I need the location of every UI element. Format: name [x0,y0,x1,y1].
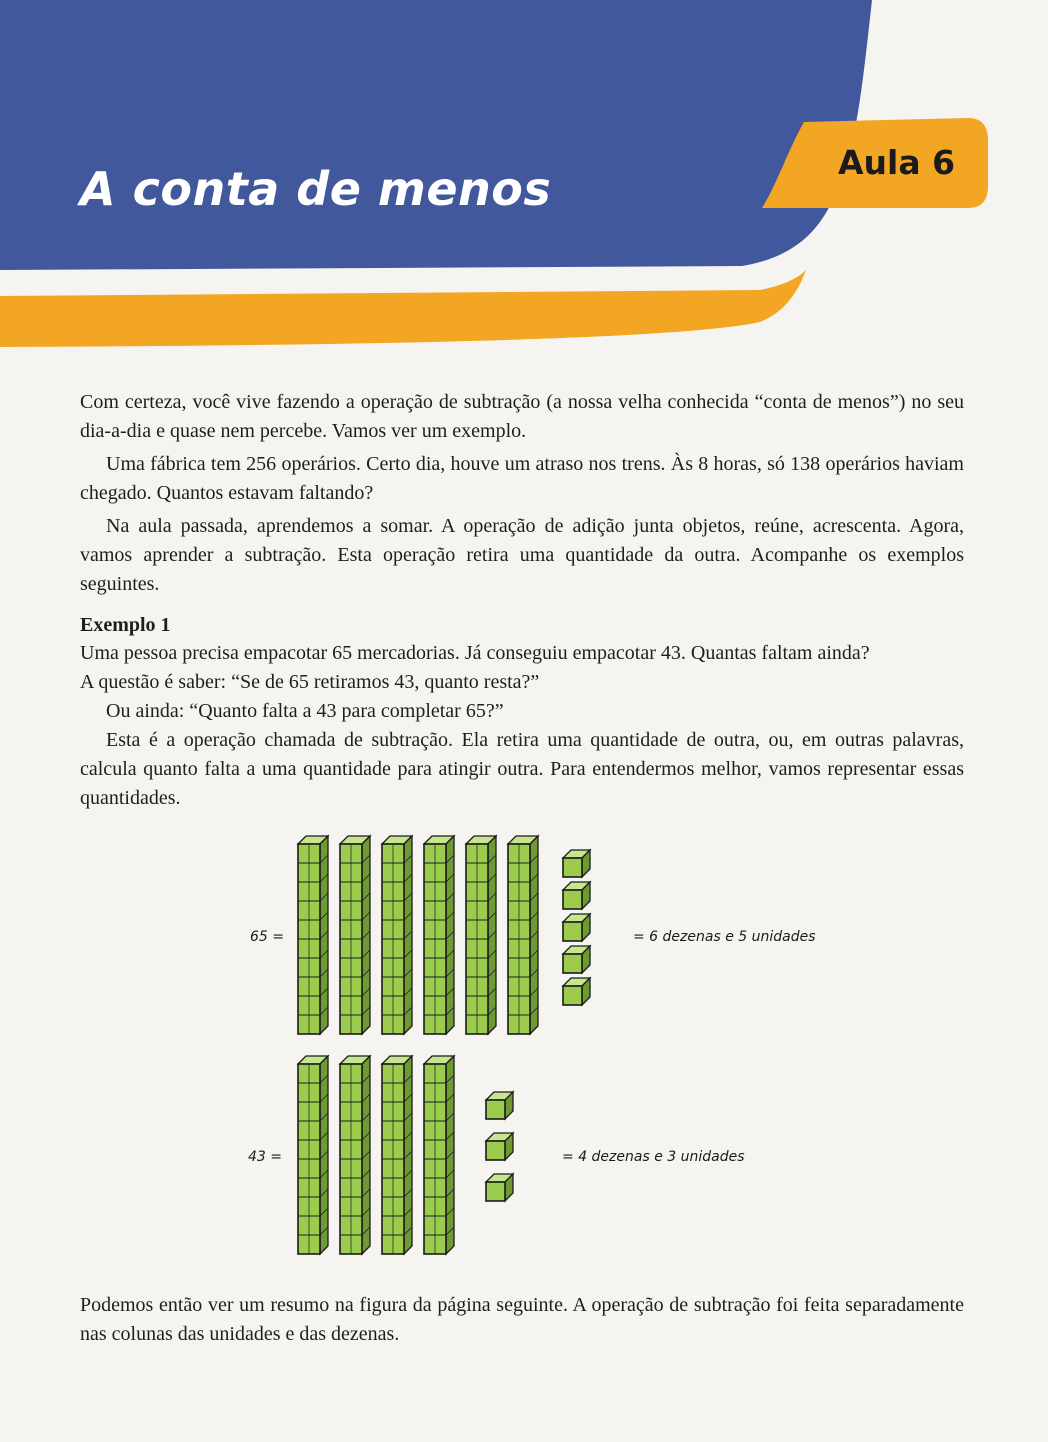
lesson-badge-label: Aula 6 [838,143,956,182]
ten-rod [382,1056,412,1254]
unit-cube [486,1133,513,1160]
row-description-43: = 4 dezenas e 3 unidades [562,1149,745,1165]
intro-paragraph-1: Com certeza, você vive fazendo a operação de subtração (a nossa velha conhecida “conta de menos”) no seu dia-a-dia e quase nem percebe. Vamos ver um exemplo. [80,391,964,442]
example-line-1: Uma pessoa precisa empacotar 65 mercadorias. Já conseguiu empacotar 43. Quantas faltam ainda? [80,642,870,664]
chapter-title: A conta de menos [80,162,552,216]
unit-cube [563,882,590,909]
row-description-65: = 6 dezenas e 5 unidades [633,929,816,945]
ten-rod [424,1056,454,1254]
example-line-2: A questão é saber: “Se de 65 retiramos 43, quanto resta?” [80,671,540,693]
intro-paragraph-2: Uma fábrica tem 256 operários. Certo dia, houve um atraso nos trens. Às 8 horas, só 138 operários haviam chegado. Quantos estavam faltando? [80,453,964,504]
unit-cube [563,850,590,877]
unit-cube [486,1092,513,1119]
unit-cubes-43 [486,1092,513,1201]
ten-rod [424,836,454,1034]
ten-rod [340,1056,370,1254]
example-heading: Exemplo 1 [80,614,171,636]
closing-paragraph: Podemos então ver um resumo na figura da página seguinte. A operação de subtração foi feita separadamente nas colunas das unidades e das dezenas. [80,1294,964,1345]
blocks-row-43 [248,1056,745,1254]
unit-cube [486,1174,513,1201]
example-line-4: Esta é a operação chamada de subtração. Ela retira uma quantidade de outra, ou, em outras palavras, calcula quanto falta a uma quantidade para atingir outra. Para entendermos melhor, vamos representar essas quantidades. [80,729,964,809]
ten-rod [298,1056,328,1254]
closing-text [80,1291,964,1349]
unit-cube [563,914,590,941]
ten-rod [298,836,328,1034]
ten-rod [340,836,370,1034]
ten-rod [508,836,538,1034]
intro-paragraph-3: Na aula passada, aprendemos a somar. A operação de adição junta objetos, reúne, acrescenta. Agora, vamos aprender a subtração. Esta operação retira uma quantidade da outra. Acompanhe os exemplos seguintes. [80,515,964,595]
row-label-43: 43 = [248,1149,282,1165]
ten-rod [466,836,496,1034]
example-line-3: Ou ainda: “Quanto falta a 43 para completar 65?” [106,700,504,722]
unit-cube [563,946,590,973]
tens-rods-65 [298,836,538,1034]
unit-cube [563,978,590,1005]
ten-rod [382,836,412,1034]
row-label-65: 65 = [250,929,284,945]
unit-cubes-65 [563,850,590,1005]
tens-rods-43 [298,1056,454,1254]
blocks-row-65 [250,836,816,1034]
